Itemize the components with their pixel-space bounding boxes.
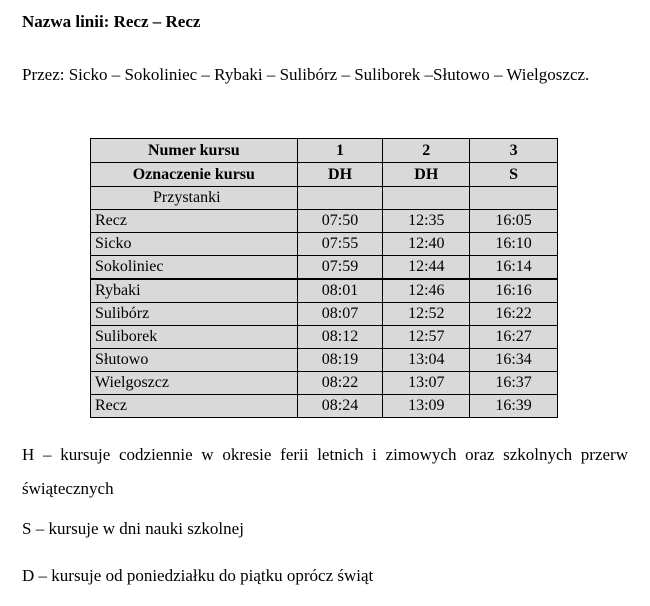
designation-course-1: DH: [297, 163, 383, 187]
header-course-1: 1: [297, 139, 383, 163]
stop-name: Recz: [91, 395, 298, 418]
departure-time: 12:35: [383, 210, 470, 233]
header-course-number-label: Numer kursu: [91, 139, 298, 163]
departure-time: 16:14: [470, 256, 558, 280]
designation-course-2: DH: [383, 163, 470, 187]
route-via: Przez: Sicko – Sokoliniec – Rybaki – Sulibórz – Suliborek –Słutowo – Wielgoszcz.: [22, 65, 590, 84]
departure-time: 13:09: [383, 395, 470, 418]
table-row: [91, 395, 558, 418]
departure-time: 12:40: [383, 233, 470, 256]
stop-name: Suliborek: [91, 326, 298, 349]
departure-time: 12:57: [383, 326, 470, 349]
table-row: [91, 233, 558, 256]
departure-time: 07:59: [297, 256, 383, 280]
departure-time: 16:34: [470, 349, 558, 372]
stop-name: Rybaki: [91, 279, 298, 303]
table-row: [91, 303, 558, 326]
stops-header-row: [91, 187, 558, 210]
stop-name: Sulibórz: [91, 303, 298, 326]
note-d: D – kursuje od poniedziałku do piątku oprócz świąt: [22, 566, 374, 585]
stop-name: Recz: [91, 210, 298, 233]
header-course-3: 3: [470, 139, 558, 163]
departure-time: 16:16: [470, 279, 558, 303]
stop-name: Słutowo: [91, 349, 298, 372]
empty-cell: [383, 187, 470, 210]
table-row: [91, 326, 558, 349]
note-h: H – kursuje codziennie w okresie ferii letnich i zimowych oraz szkolnych przerw świątecznych: [22, 445, 628, 498]
departure-time: 08:12: [297, 326, 383, 349]
schedule-table: [90, 138, 558, 418]
designation-course-3: S: [470, 163, 558, 187]
departure-time: 12:44: [383, 256, 470, 280]
stop-name: Wielgoszcz: [91, 372, 298, 395]
stops-label: Przystanki: [91, 187, 298, 210]
departure-time: 16:05: [470, 210, 558, 233]
departure-time: 13:04: [383, 349, 470, 372]
departure-time: 12:52: [383, 303, 470, 326]
departure-time: 13:07: [383, 372, 470, 395]
departure-time: 08:22: [297, 372, 383, 395]
empty-cell: [470, 187, 558, 210]
line-title: Nazwa linii: Recz – Recz: [22, 12, 201, 31]
table-row: [91, 349, 558, 372]
departure-time: 07:50: [297, 210, 383, 233]
departure-time: 08:19: [297, 349, 383, 372]
header-course-designation-label: Oznaczenie kursu: [91, 163, 298, 187]
departure-time: 16:27: [470, 326, 558, 349]
departure-time: 08:07: [297, 303, 383, 326]
stop-name: Sokoliniec: [91, 256, 298, 280]
departure-time: 12:46: [383, 279, 470, 303]
departure-time: 16:39: [470, 395, 558, 418]
header-row-course-designation: [91, 163, 558, 187]
departure-time: 08:24: [297, 395, 383, 418]
departure-time: 16:37: [470, 372, 558, 395]
table-row: [91, 210, 558, 233]
stop-name: Sicko: [91, 233, 298, 256]
departure-time: 07:55: [297, 233, 383, 256]
departure-time: 16:22: [470, 303, 558, 326]
departure-time: 08:01: [297, 279, 383, 303]
table-row: [91, 372, 558, 395]
header-course-2: 2: [383, 139, 470, 163]
table-row: [91, 256, 558, 280]
note-s: S – kursuje w dni nauki szkolnej: [22, 519, 244, 538]
header-row-course-number: [91, 139, 558, 163]
table-row: [91, 279, 558, 303]
empty-cell: [297, 187, 383, 210]
departure-time: 16:10: [470, 233, 558, 256]
